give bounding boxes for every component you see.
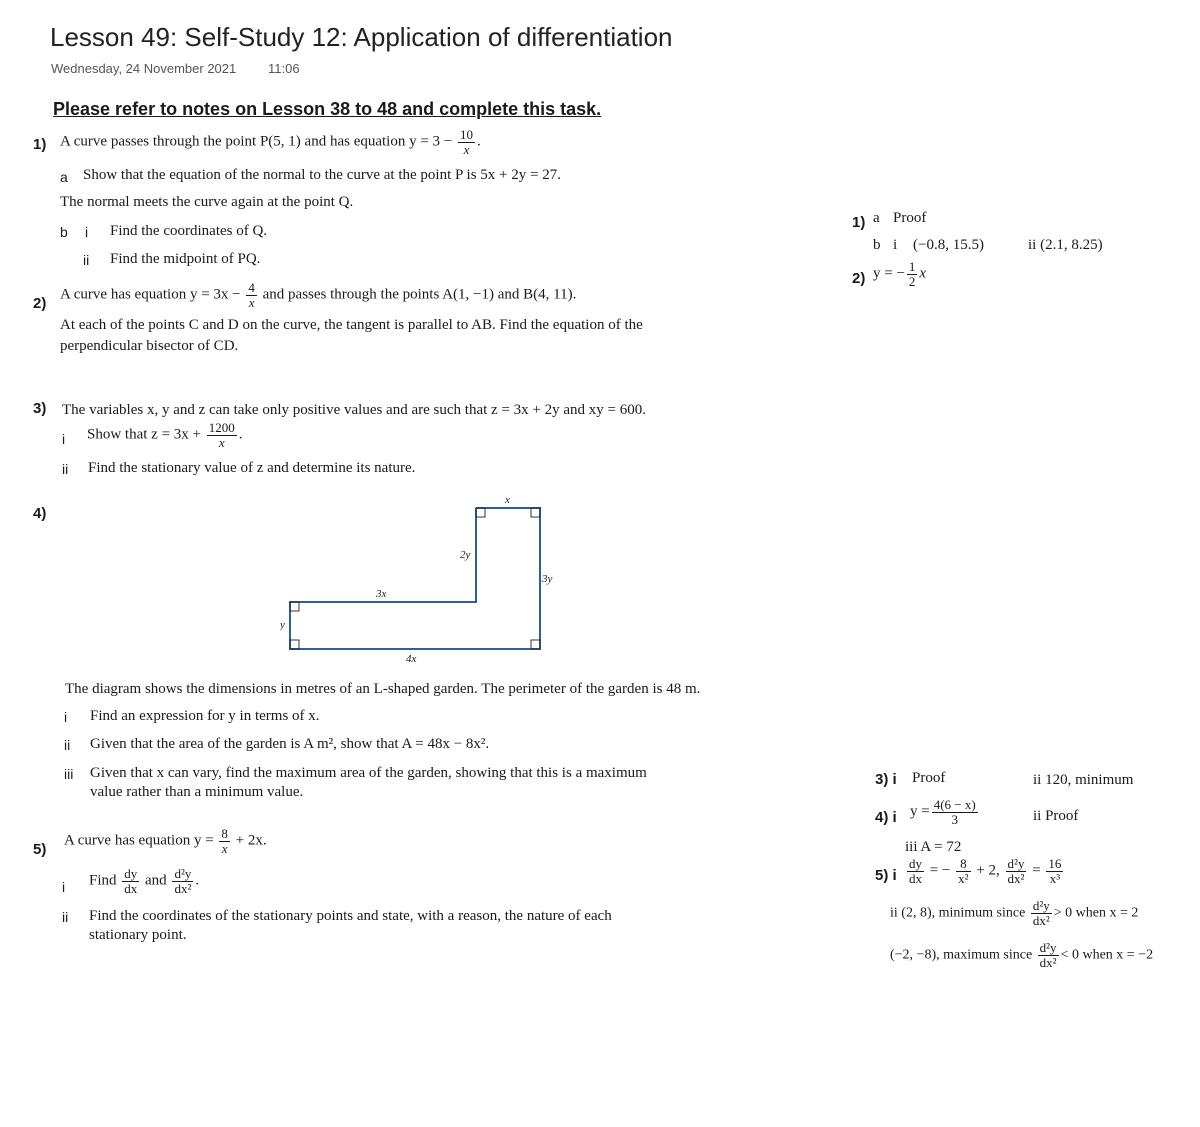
q5-part-ii-label: ii	[62, 909, 69, 925]
q2-stem: A curve has equation y = 3x − $\frac{4}{x}$ and passes through the points A(1, −1) and B(4, 11).	[60, 280, 577, 310]
instruction: Please refer to notes on Lesson 38 to 48 and complete this task.	[53, 99, 602, 119]
answer-5i: $\frac{dy}{dx}$ = − $\frac{8}{\text{x²}}$ + 2, $\frac{\text{d²y}}{\text{dx²}}$ = $\frac{16}{\text{x³}}$	[909, 856, 1062, 886]
q4-part-i-label: i	[64, 709, 68, 725]
answer-5iii: (−2, −8), maximum since $\frac{\text{d²y}}{\text{dx²}}$ < 0 when x = −2	[890, 940, 1154, 970]
q1-part-bi-label: i	[85, 224, 89, 240]
q1-part-b-label: b	[60, 224, 68, 240]
answer-4-number: 4) i	[875, 809, 897, 826]
q2-line3: perpendicular bisector of CD.	[60, 338, 239, 354]
answer-1bi: (−0.8, 15.5)	[913, 237, 984, 253]
answer-5ii: ii (2, 8), minimum since $\frac{\text{d²y}}{\text{dx²}}$ > 0 when x = 2	[890, 898, 1139, 928]
q5-fraction: $\frac{8}{x}$	[221, 826, 228, 856]
q5-part-i-label: i	[62, 879, 66, 895]
q3-part-i-label: i	[62, 431, 66, 447]
q3-part-ii-text: Find the stationary value of z and determine its nature.	[88, 460, 416, 476]
garden-outline	[290, 508, 540, 649]
right-angle-marker	[476, 508, 485, 517]
page-date: Wednesday, 24 November 2021	[51, 61, 237, 76]
answer-2-number: 2)	[852, 270, 866, 287]
answer-4iii: iii A = 72	[905, 839, 962, 855]
q5-part-ii-line1: Find the coordinates of the stationary points and state, with a reason, the nature of each	[89, 908, 612, 924]
answer-4ii: ii Proof	[1033, 808, 1079, 824]
q1-part-bii-label: ii	[83, 252, 90, 268]
q4-part-ii-text: Given that the area of the garden is A m², show that A = 48x − 8x².	[90, 736, 490, 752]
q3-fraction: $\frac{1200}{x}$	[208, 420, 235, 450]
q4-number: 4)	[33, 505, 47, 522]
q1-part-bii-text: Find the midpoint of PQ.	[110, 251, 261, 267]
label-4x: 4x	[406, 653, 417, 665]
q1-stem-text: A curve passes through the point P(5, 1) and has equation y = 3 −	[60, 133, 453, 150]
q3-part-ii-label: ii	[62, 461, 69, 477]
q1-number: 1)	[33, 136, 47, 153]
q4-part-iii-label: iii	[64, 766, 74, 782]
right-angle-marker	[531, 508, 540, 517]
answer-3ii: ii 120, minimum	[1033, 772, 1134, 788]
right-angle-marker	[290, 602, 299, 611]
answer-3i: Proof	[912, 770, 946, 786]
right-angle-marker	[531, 640, 540, 649]
label-y: y	[280, 619, 285, 631]
answer-1a-label: a	[873, 210, 880, 226]
q5-stem: A curve has equation y = $\frac{8}{x}$ + 2x.	[64, 826, 267, 856]
q5-number: 5)	[33, 841, 47, 858]
answer-1bii: ii (2.1, 8.25)	[1028, 237, 1103, 253]
q5-dy-dx: $\frac{dy}{dx}$	[124, 866, 138, 896]
q4-part-iii-line1: Given that x can vary, find the maximum area of the garden, showing that this is a maximum	[90, 765, 647, 781]
page-title: Lesson 49: Self-Study 12: Application of differentiation	[50, 22, 673, 52]
answer-3-number: 3) i	[875, 771, 897, 788]
q1-fraction: $\frac{10}{x}$	[460, 127, 474, 157]
page-time: 11:06	[268, 61, 300, 76]
q4-part-iii-line2: value rather than a minimum value.	[90, 784, 304, 800]
q1-part-bi-text: Find the coordinates of Q.	[110, 223, 268, 239]
garden-diagram	[280, 490, 560, 670]
answer-5-number: 5) i	[875, 867, 897, 884]
q2-number: 2)	[33, 295, 47, 312]
label-x: x	[505, 494, 510, 506]
q3-stem: The variables x, y and z can take only positive values and are such that z = 3x + 2y and xy = 600.	[62, 402, 646, 418]
answer-4i: y = $\frac{4(6 - x)}{3}$	[910, 797, 976, 827]
q4-part-i-text: Find an expression for y in terms of x.	[90, 708, 320, 724]
q5-part-i: Find $\frac{dy}{dx}$ and $\frac{\text{d²y}}{\text{dx²}}$ .	[89, 866, 200, 896]
label-3x: 3x	[376, 588, 387, 600]
answer-2: y = − $\frac{1}{2}$ x	[873, 259, 927, 289]
q1-normal-text: The normal meets the curve again at the point Q.	[60, 194, 354, 210]
q1-part-a-text: Show that the equation of the normal to the curve at the point P is 5x + 2y = 27.	[83, 167, 561, 183]
label-2y: 2y	[460, 549, 471, 561]
answer-1a: Proof	[893, 210, 927, 226]
q1-part-a-label: a	[60, 169, 68, 185]
q5-part-ii-line2: stationary point.	[89, 927, 187, 943]
answer-1-number: 1)	[852, 214, 866, 231]
q1-stem: A curve passes through the point P(5, 1) and has equation y = 3 − $\frac{10}{x}$ .	[60, 127, 481, 157]
q2-line2: At each of the points C and D on the curve, the tangent is parallel to AB. Find the equation of the	[60, 317, 643, 333]
right-angle-marker	[290, 640, 299, 649]
q4-text: The diagram shows the dimensions in metres of an L-shaped garden. The perimeter of the garden is 48 m.	[65, 681, 701, 697]
answer-1b-label: b	[873, 237, 881, 253]
q5-d2y-dx2: $\frac{\text{d²y}}{\text{dx²}}$	[174, 866, 192, 896]
q4-part-ii-label: ii	[64, 737, 71, 753]
q3-number: 3)	[33, 400, 47, 417]
q3-part-i: Show that z = 3x + $\frac{1200}{x}$ .	[87, 420, 243, 450]
answer-1bi-label: i	[893, 237, 898, 253]
q2-fraction: $\frac{4}{x}$	[248, 280, 255, 310]
label-3y: 3y	[542, 573, 553, 585]
